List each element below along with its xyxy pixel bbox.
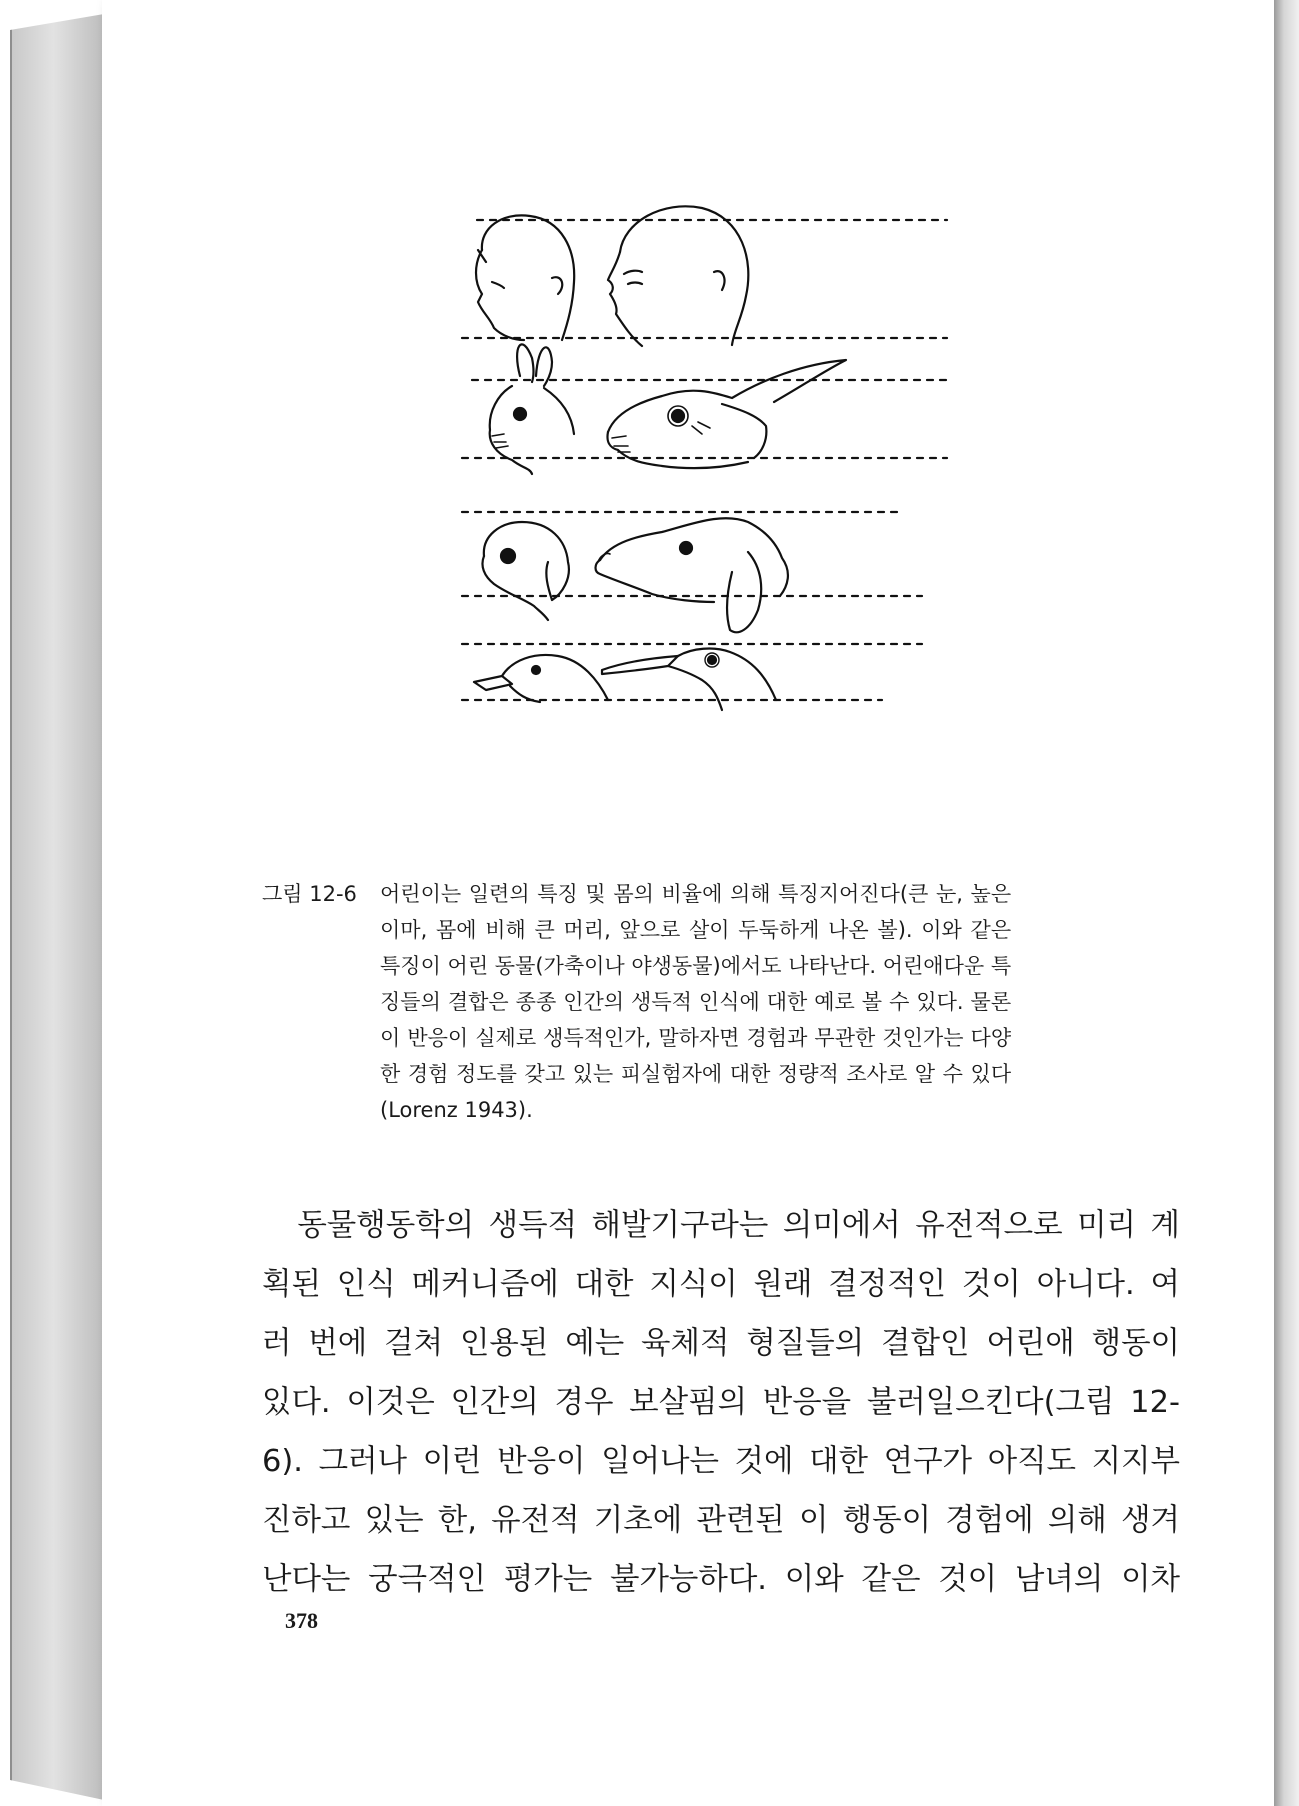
page-edge-shadow [1274,0,1299,1806]
caption-body [380,876,1011,1128]
body-line: 획된 인식 메커니즘에 대한 지식이 원래 결정적인 것이 아니다. 여 [262,1267,1180,1302]
caption-line: (Lorenz 1943). [380,1098,533,1122]
caption-line: 특징이 어린 동물(가축이나 야생동물)에서도 나타난다. 어린애다운 특 [380,954,1012,978]
body-line: 난다는 궁극적인 평가는 불가능하다. 이와 같은 것이 남녀의 이차 [262,1562,1180,1597]
figure-row-dog [462,512,922,632]
caption-line: 징들의 결합은 종종 인간의 생득적 인식에 대한 예로 볼 수 있다. 물론 [380,990,1012,1014]
caption-line: 어린이는 일련의 특징 및 몸의 비율에 의해 특징지어진다(큰 눈, 높은 [380,882,1012,906]
body-line: 진하고 있는 한, 유전적 기초에 관련된 이 행동이 경험에 의해 생겨 [262,1503,1180,1538]
caption-line: 이 반응이 실제로 생득적인가, 말하자면 경험과 무관한 것인가는 다양 [380,1026,1012,1050]
book-spine [10,14,104,1800]
figure-caption [262,876,1192,1128]
figure-row-human [462,206,947,346]
body-line: 러 번에 걸쳐 인용된 예는 육체적 형질들의 결합인 어린애 행동이 [262,1326,1180,1361]
body-paragraph [262,1196,1180,1609]
figure-baby-schema-illustration [362,190,962,830]
body-line: 6). 그러나 이런 반응이 일어나는 것에 대한 연구가 아직도 지지부 [262,1444,1180,1479]
figure-label: 그림 12-6 [262,882,357,906]
figure-row-bird [462,644,922,710]
figure-row-rabbit [462,344,947,474]
body-line: 동물행동학의 생득적 해발기구라는 의미에서 유전적으로 미리 계 [262,1208,1180,1243]
caption-line: 한 경험 정도를 갖고 있는 피실험자에 대한 정량적 조사로 알 수 있다 [380,1062,1012,1086]
caption-line: 이마, 몸에 비해 큰 머리, 앞으로 살이 두둑하게 나온 볼). 이와 같은 [380,918,1012,942]
body-line: 있다. 이것은 인간의 경우 보살핌의 반응을 불러일으킨다(그림 12- [262,1385,1180,1420]
page-number: 378 [285,1608,318,1633]
